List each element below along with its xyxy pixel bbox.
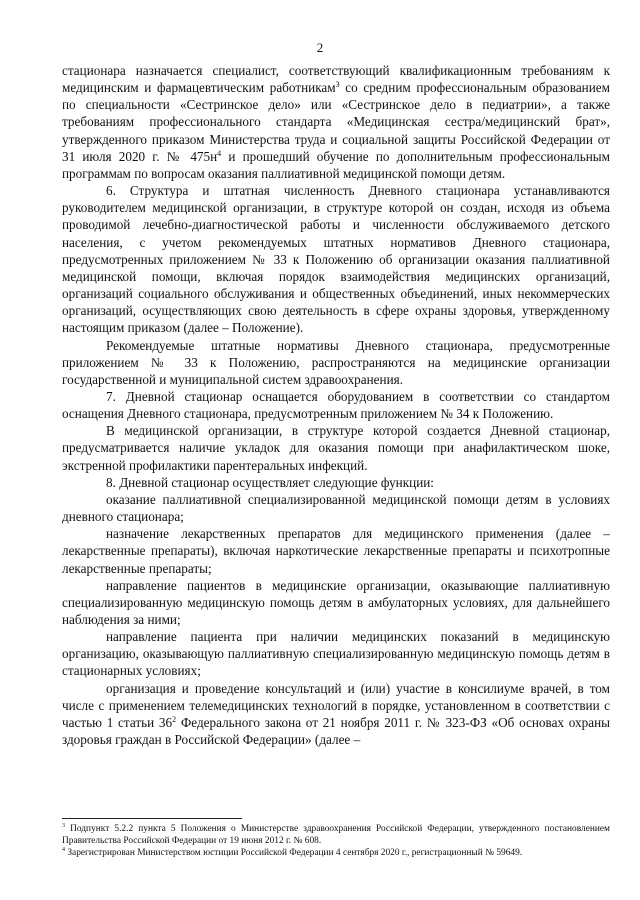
paragraph-text: и прошедший обучение по дополнительным профессиональным программам по вопросам оказания паллиативной медицинской помощи детям. bbox=[62, 148, 610, 181]
paragraph-text: 6. Структура и штатная численность Дневного стационара устанавливаются руководителем медицинской организации, в структуре которой он создан, исходя из объема проводимой лечебно-диагностической работы и численности обслуживаемого детского населения, с учетом рекомендуемых штатных нормативов Дневного стационара, предусмотренных приложением № 33 к Положению об организации оказания паллиативной медицинской помощи, включая порядок взаимодействия медицинских организаций, организаций социального обслуживания и общественных объединений, иных некоммерческих организаций, осуществляющих свою деятельность в сфере охраны здоровья, утвержденному настоящим приказом (далее – Положение). bbox=[62, 183, 610, 336]
page-number: 2 bbox=[316, 40, 324, 55]
paragraph-text: организация и проведение консультаций и (или) участие в консилиуме врачей, в том числе с применением телемедицинских технологий в порядке, установленном в соответствии с частью 1 статьи 36 bbox=[62, 680, 610, 730]
document-body bbox=[62, 62, 610, 748]
paragraph-text: В медицинской организации, в структуре которой создается Дневной стационар, предусматривается наличие укладок для оказания помощи при анафилактическом шоке, экстренной профилактики парентеральных инфекций. bbox=[62, 423, 610, 473]
footnote-text: Зарегистрирован Министерством юстиции Российской Федерации 4 сентября 2020 г., регистрационный № 59649. bbox=[65, 848, 523, 858]
paragraph-p10 bbox=[62, 628, 610, 679]
paragraph-p7 bbox=[62, 491, 610, 525]
paragraph-text: Федерального закона от 21 ноября 2011 г. № 323-ФЗ «Об основах охраны здоровья граждан в Российской Федерации» (далее – bbox=[62, 714, 610, 748]
paragraph-p8 bbox=[62, 525, 610, 576]
footnote-reference: 2 bbox=[172, 714, 177, 724]
paragraph-p11 bbox=[62, 680, 610, 749]
footnote-fn4 bbox=[62, 847, 610, 859]
paragraph-text: Рекомендуемые штатные нормативы Дневного стационара, предусмотренные приложением № 33 к Положению, распространяются на медицинские организации государственной и муниципальной систем здравоохранения. bbox=[62, 337, 610, 387]
paragraph-text: 8. Дневной стационар осуществляет следующие функции: bbox=[106, 474, 434, 490]
paragraph-p2 bbox=[62, 182, 610, 336]
footnote-reference: 4 bbox=[217, 148, 222, 158]
footnote-text: Подпункт 5.2.2 пункта 5 Положения о Министерстве здравоохранения Российской Федерации, утвержденного постановлением Правительства Российской Федерации от 19 июня 2012 г. № 608. bbox=[62, 824, 610, 846]
paragraph-text: стационара назначается специалист, соответствующий квалификационным требованиям к медицинским и фармацевтическим работникам bbox=[62, 63, 610, 96]
paragraph-text: оказание паллиативной специализированной медицинской помощи детям в условиях дневного стационара; bbox=[62, 491, 610, 525]
paragraph-p1 bbox=[62, 62, 610, 182]
paragraph-p5 bbox=[62, 422, 610, 473]
footnote-fn3 bbox=[62, 823, 610, 847]
paragraph-text: направление пациентов в медицинские организации, оказывающие паллиативную специализированную медицинскую помощь детям в амбулаторных условиях, для дальнейшего наблюдения за ними; bbox=[62, 577, 610, 627]
paragraph-p3 bbox=[62, 337, 610, 388]
paragraph-text: направление пациента при наличии медицинских показаний в медицинскую организацию, оказывающую паллиативную специализированную медицинскую помощь детям в стационарных условиях; bbox=[62, 629, 610, 679]
footnotes bbox=[62, 823, 610, 859]
footnote-mark: 4 bbox=[62, 847, 65, 853]
paragraph-p9 bbox=[62, 577, 610, 628]
footnote-reference: 3 bbox=[335, 80, 340, 90]
paragraph-text: со средним профессиональным образованием по специальности «Сестринское дело» или «Сестринское дело в педиатрии», а также требованиям профессионального стандарта «Медицинская сестра/медицинский брат», утвержденного приказом Министерства труда и социальной защиты Российской Федерации от 31 июля 2020 г. № 475н bbox=[62, 80, 610, 164]
paragraph-p4 bbox=[62, 388, 610, 422]
paragraph-p6 bbox=[62, 474, 610, 491]
paragraph-text: назначение лекарственных препаратов для медицинского применения (далее – лекарственные препараты), включая наркотические лекарственные препараты и психотропные лекарственные препараты; bbox=[62, 526, 610, 576]
footnote-mark: 3 bbox=[62, 823, 65, 829]
footnote-separator bbox=[62, 818, 242, 819]
paragraph-text: 7. Дневной стационар оснащается оборудованием в соответствии со стандартом оснащения Дневного стационара, предусмотренным приложением № 34 к Положению. bbox=[62, 388, 610, 422]
